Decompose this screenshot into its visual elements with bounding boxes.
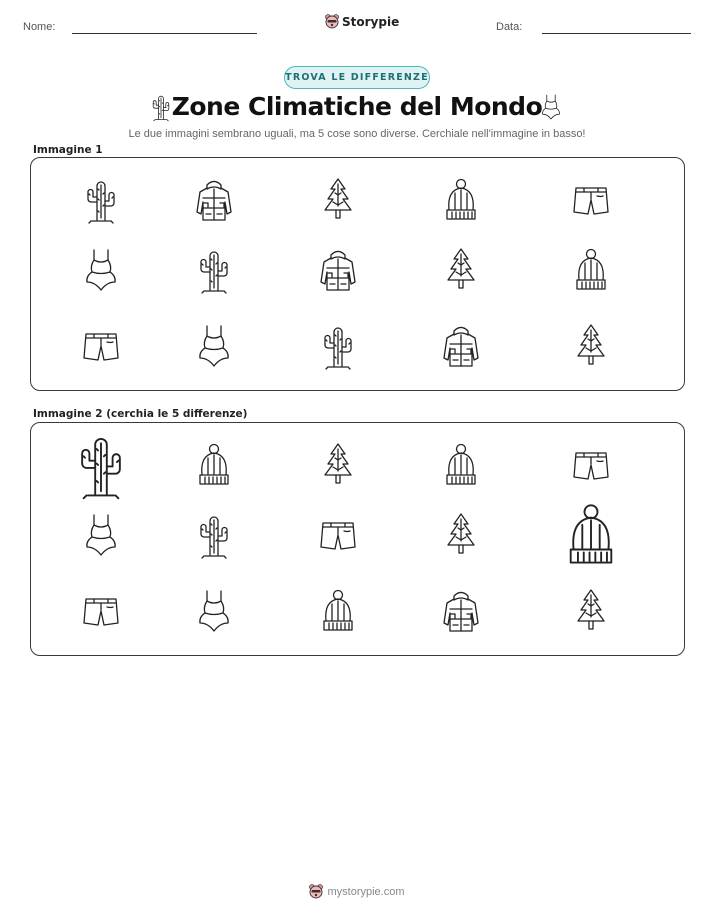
pine-tree-icon bbox=[441, 246, 481, 294]
footer bbox=[0, 884, 714, 900]
beanie-icon bbox=[571, 246, 611, 294]
shorts-icon bbox=[571, 176, 611, 224]
shorts-icon[interactable] bbox=[571, 441, 611, 489]
jacket-icon[interactable] bbox=[441, 587, 481, 635]
date-field-line[interactable] bbox=[542, 33, 691, 34]
beanie-icon[interactable] bbox=[194, 441, 234, 489]
cactus-icon bbox=[149, 92, 173, 127]
beanie-icon[interactable] bbox=[441, 441, 481, 489]
swimsuit-icon[interactable] bbox=[81, 511, 121, 559]
cactus-icon bbox=[318, 322, 358, 370]
activity-badge: TROVA LE DIFFERENZE bbox=[284, 66, 430, 89]
instructions: Le due immagini sembrano uguali, ma 5 cose sono diverse. Cerchiale nell'immagine in basso! bbox=[128, 128, 586, 140]
beanie-icon[interactable] bbox=[318, 587, 358, 635]
page-title: Zone Climatiche del Mondo bbox=[171, 92, 543, 121]
shorts-icon[interactable] bbox=[81, 587, 121, 635]
pine-tree-icon[interactable] bbox=[318, 441, 358, 489]
name-field-line[interactable] bbox=[72, 33, 257, 34]
pine-tree-icon bbox=[318, 176, 358, 224]
bear-mascot-icon bbox=[309, 884, 323, 900]
panel-1-label: Immagine 1 bbox=[33, 144, 103, 156]
swimsuit-icon bbox=[194, 322, 234, 370]
brand-name: Storypie bbox=[342, 15, 400, 29]
swimsuit-icon[interactable] bbox=[194, 587, 234, 635]
beanie-icon bbox=[441, 176, 481, 224]
panel-image-1 bbox=[30, 157, 685, 391]
jacket-icon bbox=[318, 246, 358, 294]
swimsuit-icon bbox=[539, 92, 563, 127]
date-label: Data: bbox=[496, 21, 523, 33]
cactus-icon bbox=[194, 246, 234, 294]
panel-image-2[interactable] bbox=[30, 422, 685, 656]
shorts-icon bbox=[81, 322, 121, 370]
cactus-icon bbox=[81, 176, 121, 224]
brand-logo bbox=[325, 14, 399, 30]
pine-tree-icon[interactable] bbox=[441, 511, 481, 559]
beanie-icon[interactable] bbox=[562, 500, 620, 570]
jacket-icon bbox=[441, 322, 481, 370]
footer-site: mystorypie.com bbox=[327, 886, 405, 898]
jacket-icon bbox=[194, 176, 234, 224]
swimsuit-icon bbox=[81, 246, 121, 294]
cactus-icon[interactable] bbox=[194, 511, 234, 559]
pine-tree-icon[interactable] bbox=[571, 587, 611, 635]
pine-tree-icon bbox=[571, 322, 611, 370]
cactus-icon[interactable] bbox=[72, 430, 130, 500]
shorts-icon[interactable] bbox=[318, 511, 358, 559]
bear-mascot-icon bbox=[325, 14, 339, 30]
panel-2-label: Immagine 2 (cerchia le 5 differenze) bbox=[33, 408, 248, 420]
name-label: Nome: bbox=[23, 21, 56, 33]
